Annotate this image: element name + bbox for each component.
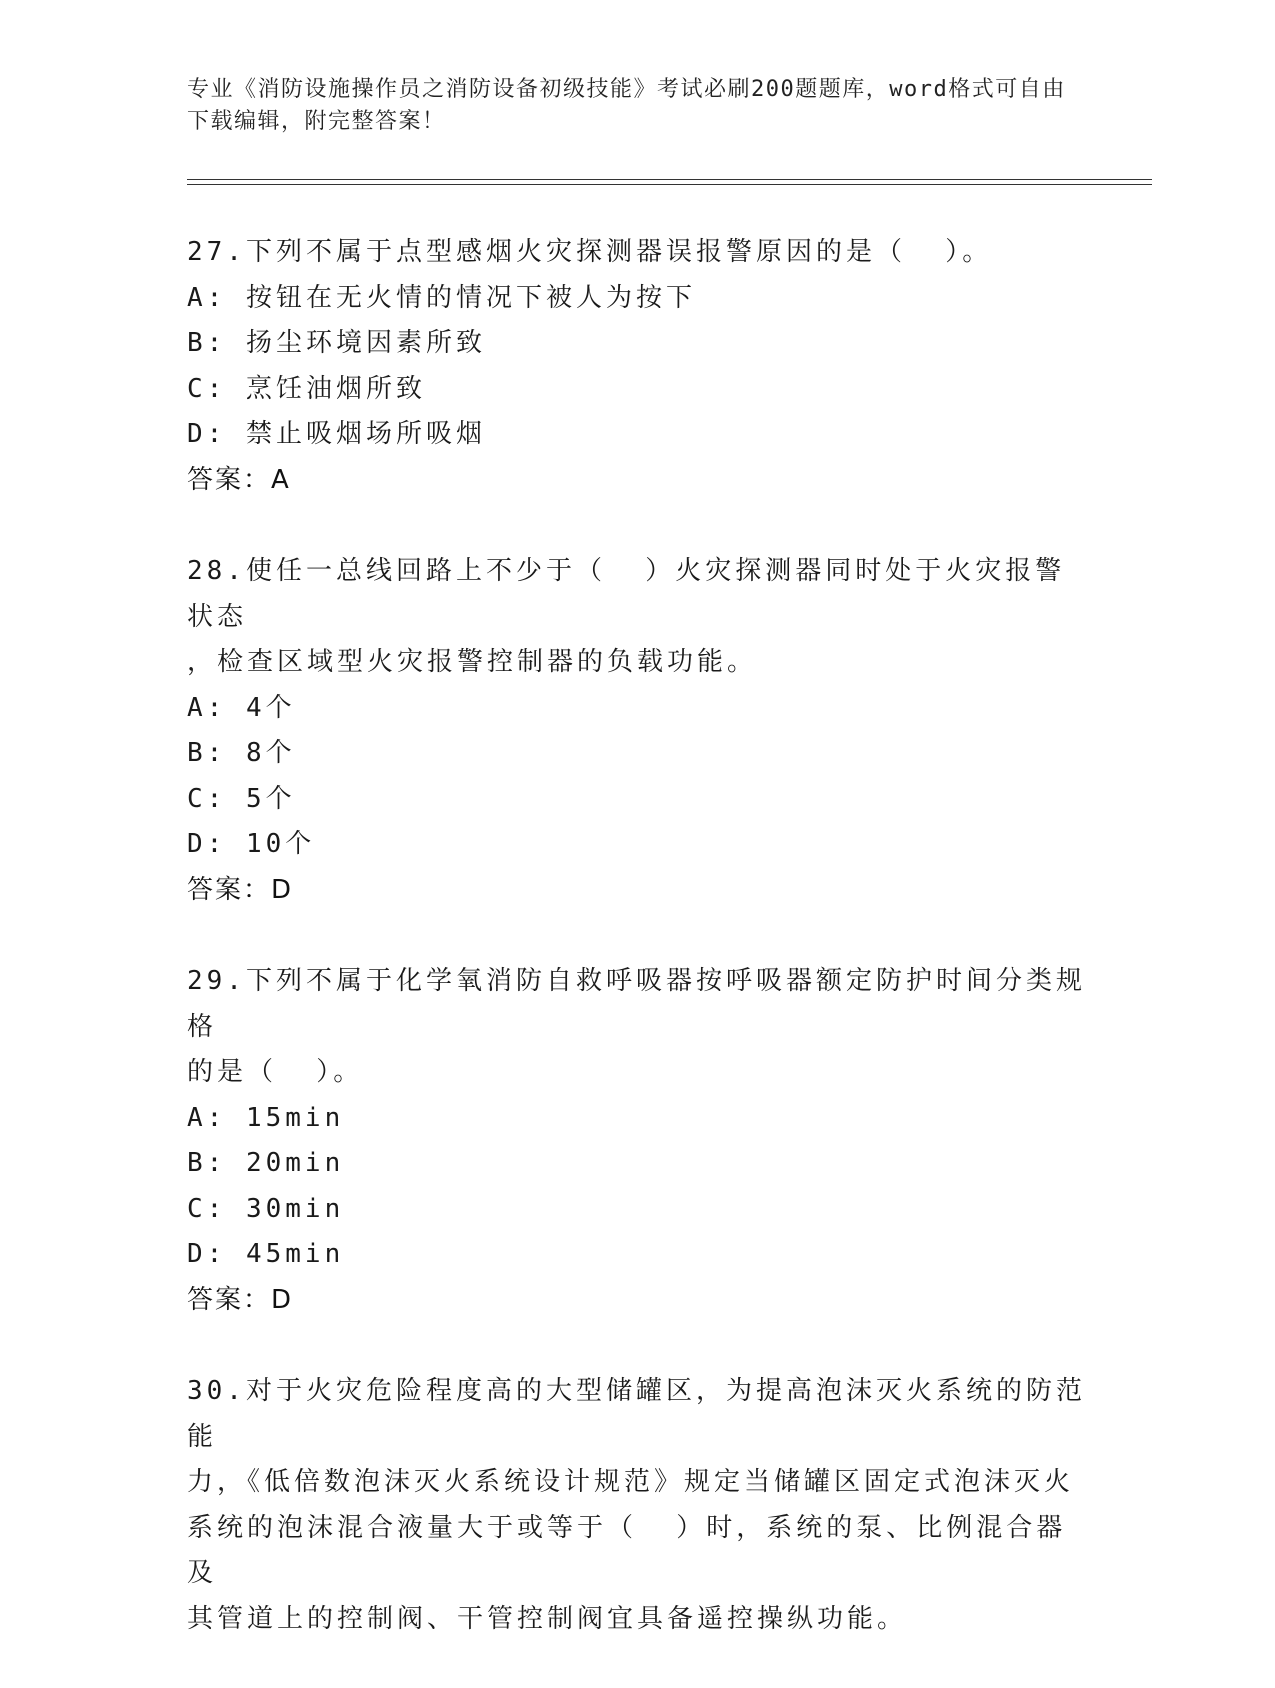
- question-stem: 27.下列不属于点型感烟火灾探测器误报警原因的是（ ）。: [187, 237, 993, 267]
- question-stem-continued: 系统的泡沫混合液量大于或等于（ ）时，系统的泵、比例混合器及: [187, 1512, 1067, 1588]
- option-d: D: 10个: [187, 829, 316, 859]
- question-30: [187, 1369, 1087, 1642]
- question-stem-continued: 的是（ ）。: [187, 1057, 364, 1087]
- header-divider: [187, 179, 1152, 185]
- option-a: A: 按钮在无火情的情况下被人为按下: [187, 282, 696, 313]
- option-d: D: 禁止吸烟场所吸烟: [187, 419, 486, 449]
- question-28: [187, 549, 1087, 913]
- option-c: C: 30min: [187, 1193, 345, 1224]
- option-b: B: 扬尘环境因素所致: [187, 328, 486, 358]
- answer: 答案：A: [187, 464, 291, 495]
- question-stem-continued: ，检查区域型火灾报警控制器的负载功能。: [187, 647, 758, 677]
- answer: 答案：D: [187, 1284, 294, 1315]
- question-stem: 30.对于火灾危险程度高的大型储罐区，为提高泡沫灭火系统的防范能: [187, 1376, 1086, 1452]
- question-29: [187, 959, 1087, 1323]
- question-list: [187, 230, 1087, 1688]
- option-b: B: 8个: [187, 738, 296, 768]
- option-d: D: 45min: [187, 1239, 345, 1269]
- option-c: C: 烹饪油烟所致: [187, 373, 426, 404]
- answer: 答案：D: [187, 874, 294, 905]
- question-stem-continued: 力，《低倍数泡沫灭火系统设计规范》规定当储罐区固定式泡沫灭火: [187, 1467, 1075, 1497]
- option-b: B: 20min: [187, 1148, 345, 1178]
- document-header: 专业《消防设施操作员之消防设备初级技能》考试必刷200题题库，word格式可自由下载编辑，附完整答案！: [187, 77, 1066, 134]
- question-stem: 29.下列不属于化学氧消防自救呼吸器按呼吸器额定防护时间分类规格: [187, 966, 1086, 1042]
- question-stem-continued: 其管道上的控制阀、干管控制阀宜具备遥控操纵功能。: [187, 1603, 908, 1634]
- option-a: A: 15min: [187, 1102, 345, 1133]
- question-stem: 28.使任一总线回路上不少于（ ）火灾探测器同时处于火灾报警状态: [187, 556, 1066, 632]
- question-27: [187, 230, 1087, 503]
- option-c: C: 5个: [187, 783, 296, 814]
- option-a: A: 4个: [187, 692, 296, 723]
